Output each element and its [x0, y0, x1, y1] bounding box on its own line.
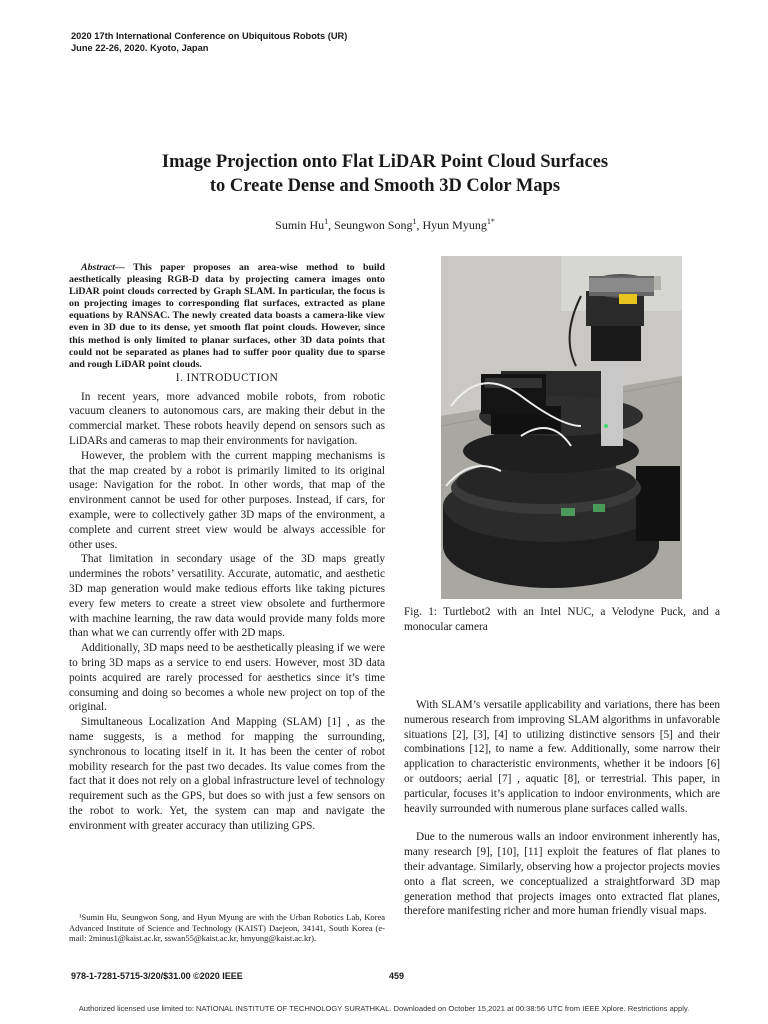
- paragraph: With SLAM’s versatile applicability and variations, there has been numerous research from improving SLAM algorithms in unfavorable situations [2], [3], [4] to utilizing distinctive sensors [5] and their combinations [12], to name a few. Additionally, some narrow their application to characteristic environments, whether it be indoors [6] or outdoors; aerial [7] , aquatic [8], or terrestrial. This paper, in particular, focuses it’s application to indoor environments, which are heavily surrounded with numerous plane surfaces called walls.: [404, 699, 720, 815]
- turtlebot-photo: [441, 256, 682, 599]
- conference-date: June 22-26, 2020. Kyoto, Japan: [71, 43, 209, 53]
- robot-illustration: [441, 256, 682, 599]
- abstract-label: Abstract: [81, 262, 116, 273]
- paragraph: Additionally, 3D maps need to be aesthetically pleasing if we were to bring 3D maps as a service to end users. However, most 3D data points acquired are rarely processed for aesthetics since it’s time consuming and doing so becomes a whole new project on top of the original.: [69, 642, 385, 714]
- paragraph: Simultaneous Localization And Mapping (SLAM) [1] , as the name suggests, is a method for mapping the surrounding, synchronous to locating itself in it. It has been the center of robot mobility research for the past two decades. Its value comes from the fact that it does not rely on a global infrastructure level of technology requirement such as the GPS, but does so with just a few sensors on the robot to work. Yet, the system can map and navigate the environment with greater accuracy than utilizing GPS.: [69, 716, 385, 832]
- license-notice: Authorized licensed use limited to: NATIONAL INSTITUTE OF TECHNOLOGY SURATHKAL. Downloaded on October 15,2021 at 00:38:56 UTC from IEEE Xplore. Restrictions apply.: [78, 1004, 690, 1013]
- paragraph: In recent years, more advanced mobile robots, from robotic vacuum cleaners to autonomous cars, are making their debut in the commercial market. These robots heavily depend on sensors such as LiDARs and cameras to map their environments for navigation.: [69, 390, 385, 448]
- author-separator: ,: [328, 218, 335, 232]
- conference-name: 2020 17th International Conference on Ubiquitous Robots (UR): [71, 31, 348, 41]
- section-heading: I. INTRODUCTION: [175, 371, 279, 384]
- author-affiliation-mark: 1*: [486, 217, 495, 226]
- isbn-footer: 978-1-7281-5715-3/20/$31.00 ©2020 IEEE: [71, 971, 243, 981]
- page-number: 459: [389, 971, 405, 981]
- abstract-dash: —: [115, 262, 125, 273]
- author-affiliation-mark: 1: [324, 217, 329, 226]
- figure-caption: Fig. 1: Turtlebot2 with an Intel NUC, a Velodyne Puck, and a monocular camera: [404, 606, 720, 633]
- right-column: [404, 698, 720, 919]
- author-affiliation-mark: 1: [412, 217, 417, 226]
- affiliation-footnote: ¹Sumin Hu, Seungwon Song, and Hyun Myung are with the Urban Robotics Lab, Korea Advanced Institute of Science and Technology (KAIST) Daejeon, 34141, South Korea (e-mail: 2minus1@kaist.ac.kr, sswan55@kaist.ac.kr, hmyung@kaist.ac.kr).: [69, 912, 385, 944]
- paper-title: [60, 150, 710, 198]
- paragraph: Due to the numerous walls an indoor environment inherently has, many research [9], [10], [11] exploit the features of flat planes to their advantage. Similarly, observing how a projector projects movies onto a flat screen, we conceptualized a straightforward 3D map generation method that projects images onto extracted flat planes, therefore manifesting richer and more human friendly visual maps.: [404, 831, 720, 918]
- abstract-text: This paper proposes an area-wise method to build aesthetically pleasing RGB-D data by projecting camera images onto LiDAR point clouds corrected by Graph SLAM. In particular, the focus is on projecting images to corresponding flat surfaces, extracted as plane equations by RANSAC. The newly created data boasts a camera-like view even in 3D due to its dense, yet smooth flat point clouds. However, since this method is only limited to planar surfaces, other 3D data points that could not be separated as planes had to suffer poor quality due to sparse and rough LiDAR point clouds.: [69, 262, 385, 370]
- conference-header: [71, 30, 347, 54]
- author-name: Hyun Myung: [422, 218, 487, 232]
- author-separator: ,: [416, 218, 423, 232]
- left-column: [69, 262, 385, 834]
- title-line-2: to Create Dense and Smooth 3D Color Maps: [209, 176, 561, 196]
- title-line-1: Image Projection onto Flat LiDAR Point Cloud Surfaces: [161, 152, 609, 172]
- abstract: [69, 262, 385, 371]
- paragraph: That limitation in secondary usage of the 3D maps greatly undermines the robots’ versatility. Accurate, automatic, and aesthetic 3D map generation would make tedious efforts like taking pictures every few meters to create a street view obsolete and furthermore with machine learning, the raw data would provide many folds more than what we can currently offer with 2D maps.: [69, 553, 385, 640]
- author-name: Sumin Hu: [275, 218, 325, 232]
- author-list: [60, 217, 710, 233]
- paragraph: However, the problem with the current mapping mechanisms is that the map created by a robot is primarily limited to its original usage: Navigation for the robot. In other words, that map of the environment cannot be used for other purposes. Instead, if cars, for example, were to collectively gather 3D maps of the environment, a complete and current street view would be always accessible for other uses.: [69, 449, 385, 551]
- author-name: Seungwon Song: [334, 218, 413, 232]
